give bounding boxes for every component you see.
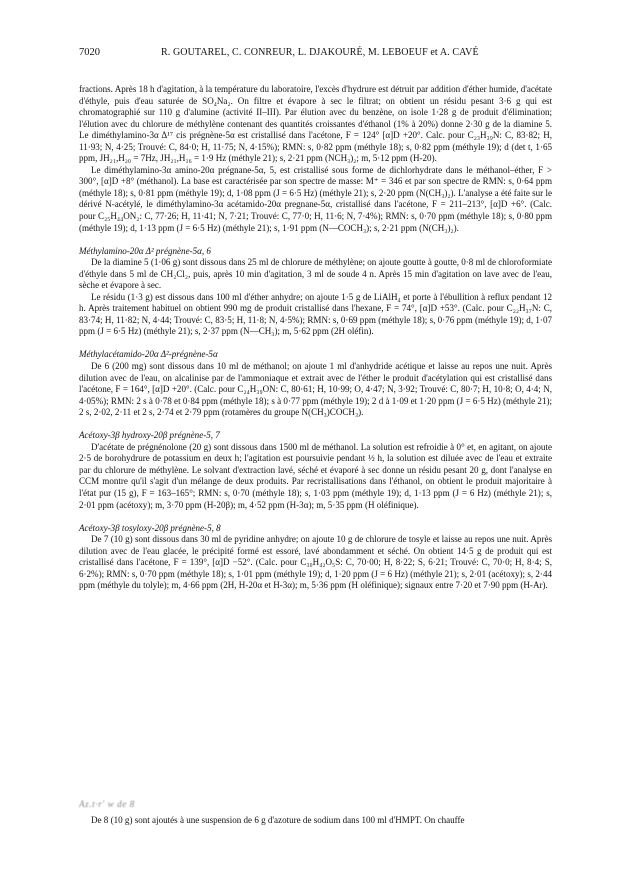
section-paragraph: De la diamine 5 (1·06 g) sont dissous dans 25 ml de chlorure de méthylène; on ajoute goutte à goutte, 0·8 ml de chloroformiate d'éthyle dans 5 ml de CH₂Cl₂, puis, après 10 min d'agitation, 3 ml de soude 4 n. Après 15 min d'agitation on lave avec de l'eau, sèche et évapore à sec. [79,257,552,291]
author-line: R. GOUTAREL, C. CONREUR, L. DJAKOURÉ, M. LEBOEUF et A. CAVÉ [161,47,479,58]
running-header [79,47,549,63]
section-heading: Méthylacétamido-20α Δ²-prégnène-5α [79,349,218,360]
footer-paragraph: De 8 (10 g) sont ajoutés à une suspension de 6 g d'azoture de sodium dans 100 ml d'HMPT. On chauffe [91,814,465,825]
section-heading: Acétoxy-3β tosyloxy-20β prégnène-5, 8 [79,522,221,533]
page-footer-section [79,799,552,826]
intro-paragraph-1: fractions. Après 18 h d'agitation, à la température du laboratoire, l'excès d'hydrure est détruit par addition d'éther humide, d'acétate d'éthyle, puis d'eau saturée de SO₄Na₂. On filtre et évapore à sec le filtrat; on obtient un résidu pesant 3·6 g qui est chromatographié sur 110 g d'alumine (activité II–III). Par élution avec du benzène, on isole 1·28 g de produit d'élimination; l'élution avec du chlorure de méthylène contenant des quantités croissantes d'éthanol (1% à 20%) donne 2·30 g de la diamine 5. Le diméthylamino-3α Δ¹⁷ cis prégnène-5α est cristallisé dans l'acétone, F = 124° [α]D +20°. Calc. pour C₂₃H₃₉N: C, 83·82; H, 11·93; N, 4·25; Trouvé: C, 84·0; H, 11·75; N, 4·15%); RMN: s, 0·82 ppm (méthyle 18); s, 0·82 ppm (méthyle 19); d (det t, 1·65 ppm, JH₂₁,H₂₀ = 7Hz, JH₂₁,H₁₆ = 1·9 Hz (méthyle 21); s, 2·21 ppm (NCH₃)₂; m, 5·12 ppm (H-20). [79,84,552,164]
blurred-heading: Az.t·r' w de 8 [79,799,135,809]
intro-paragraph-2: Le diméthylamino-3α amino-20α prégnane-5α, 5, est cristallisé sous forme de dichlorhydrate dans le méthanol–éther, F > 300°, [α]D +8° (méthanol). La base est caractérisée par son spectre de masse: M⁺ = 346 et par son spectre de RMN: s, 0·64 ppm (méthyle 18); s, 0·81 ppm (méthyle 19); d, 1·08 ppm (J = 6·5 Hz) (méthyle 21); s, 2·20 ppm (N(CH₃)₂). L'analyse a été faite sur le dérivé N-acétylé, le diméthylamino-3α acétamido-20α pregnane-5α, cristallisé dans l'acétone, F = 211–213°, [α]D +6°. (Calc. pour C₂₅H₄₄ON₂: C, 77·26; H, 11·41; N, 7·21; Trouvé: C, 77·0; H, 11·6; N, 7·4%); RMN: s, 0·70 ppm (méthyle 18); s, 0·80 ppm (méthyle 19); d, 1·13 ppm (J = 6·5 Hz) (méthyle 21); s, 1·91 ppm (N—COCH₃); s, 2·21 ppm (N(CH₃)₂). [79,164,552,233]
section-paragraph: De 7 (10 g) sont dissous dans 30 ml de pyridine anhydre; on ajoute 10 g de chlorure de tosyle et laisse au repos une nuit. Après dilution avec de l'eau glacée, le précipité formé est essoré, lavé abondamment et séché. On obtient 14·5 g de produit qui est cristallisé dans l'acétone, F = 139°, [α]D −52°. (Calc. pour C₃₀H₄₂O₅S: C, 70·00; H, 8·22; S, 6·21; Trouvé: C, 70·0; H, 8·4; S, 6·2%); RMN: s, 0·70 ppm (méthyle 18); s, 1·01 ppm (méthyle 19); d, 1·20 ppm (J = 6 Hz) (méthyle 21); s, 2·01 (acétoxy); s, 2·44 ppm (méthyle du tolyle); m, 4·66 ppm (2H, H-20α et H-3α); m, 5·36 ppm (H oléfinique); signaux entre 7·20 et 7·90 ppm (H-Ar). [79,534,552,591]
section-heading: Acétoxy-3β hydroxy-20β prégnène-5, 7 [79,430,220,441]
section-paragraph: De 6 (200 mg) sont dissous dans 10 ml de méthanol; on ajoute 1 ml d'anhydride acétique et laisse au repos une nuit. Après dilution avec de l'eau, on alcalinise par de l'ammoniaque et extrait avec de l'éther le produit d'acétylation qui est cristallisé dans l'acétone, F = 164°, [α]D +20°. (Calc. pour C₂₄H₃₉ON: C, 80·61; H, 10·99; O, 4·47; N, 3·92; Trouvé: C, 80·7; H, 10·8; O, 4·4; N, 4·05%); RMN: 2 s à 0·78 et 0·84 ppm (méthyle 18); s à 0·77 ppm (méthyle 19); 2 d à 1·09 et 1·20 ppm (J = 6·5 Hz) (méthyle 21); 2 s, 2·02, 2·11 et 2 s, 2·74 et 2·79 ppm (rotamères du groupe N(CH₃)COCH₃). [79,361,552,418]
section-heading: Méthylamino-20α Δ² prégnène-5α, 6 [79,245,211,256]
section-paragraph: Le résidu (1·3 g) est dissous dans 100 ml d'éther anhydre; on ajoute 1·5 g de LiAlH₄ et porte à l'ébullition à reflux pendant 12 h. Après traitement habituel on obtient 990 mg de produit cristallisé dans l'hexane, F = 74°, [α]D +53°. (Calc. pour C₂₂H₃₇N: C, 83·74; H, 11·82; N, 4·44; Trouvé: C, 83·5; H, 11·8; N, 4·5%); RMN: s, 0·69 ppm (méthyle 18); s, 0·76 ppm (méthyle 19); d, 1·07 ppm (J = 6·5 Hz) (méthyle 21); s, 2·37 ppm (N—CH₃); m, 5·62 ppm (2H oléfin). [79,291,552,337]
article-body [79,84,552,592]
page-number: 7020 [79,47,100,58]
section-paragraph: D'acétate de prégnénolone (20 g) sont dissous dans 1500 ml de méthanol. La solution est refroidie à 0° et, en agitant, on ajoute 2·5 de borohydrure de potassium en deux h; l'agitation est poursuivie pendant ½ h, la solution est diluée avec de l'eau et extraite par du chlorure de méthylène. Le solvant d'extraction lavé, séché et évaporé à sec donne un résidu pesant 20 g, dont l'analyse en CCM montre qu'il s'agit d'un mélange de deux produits. Par recristallisations dans l'éthanol, on obtient le produit majoritaire à l'état pur (15 g), F = 163–165°; RMN: s, 0·70 (méthyle 18); s, 1·03 ppm (méthyle 19); d, 1·13 ppm (J = 6 Hz) (méthyle 21); s, 2·01 ppm (acétoxy); m, 3·70 ppm (H-20β); m, 4·52 ppm (H-3α); m, 5·35 ppm (H oléfinique). [79,441,552,510]
